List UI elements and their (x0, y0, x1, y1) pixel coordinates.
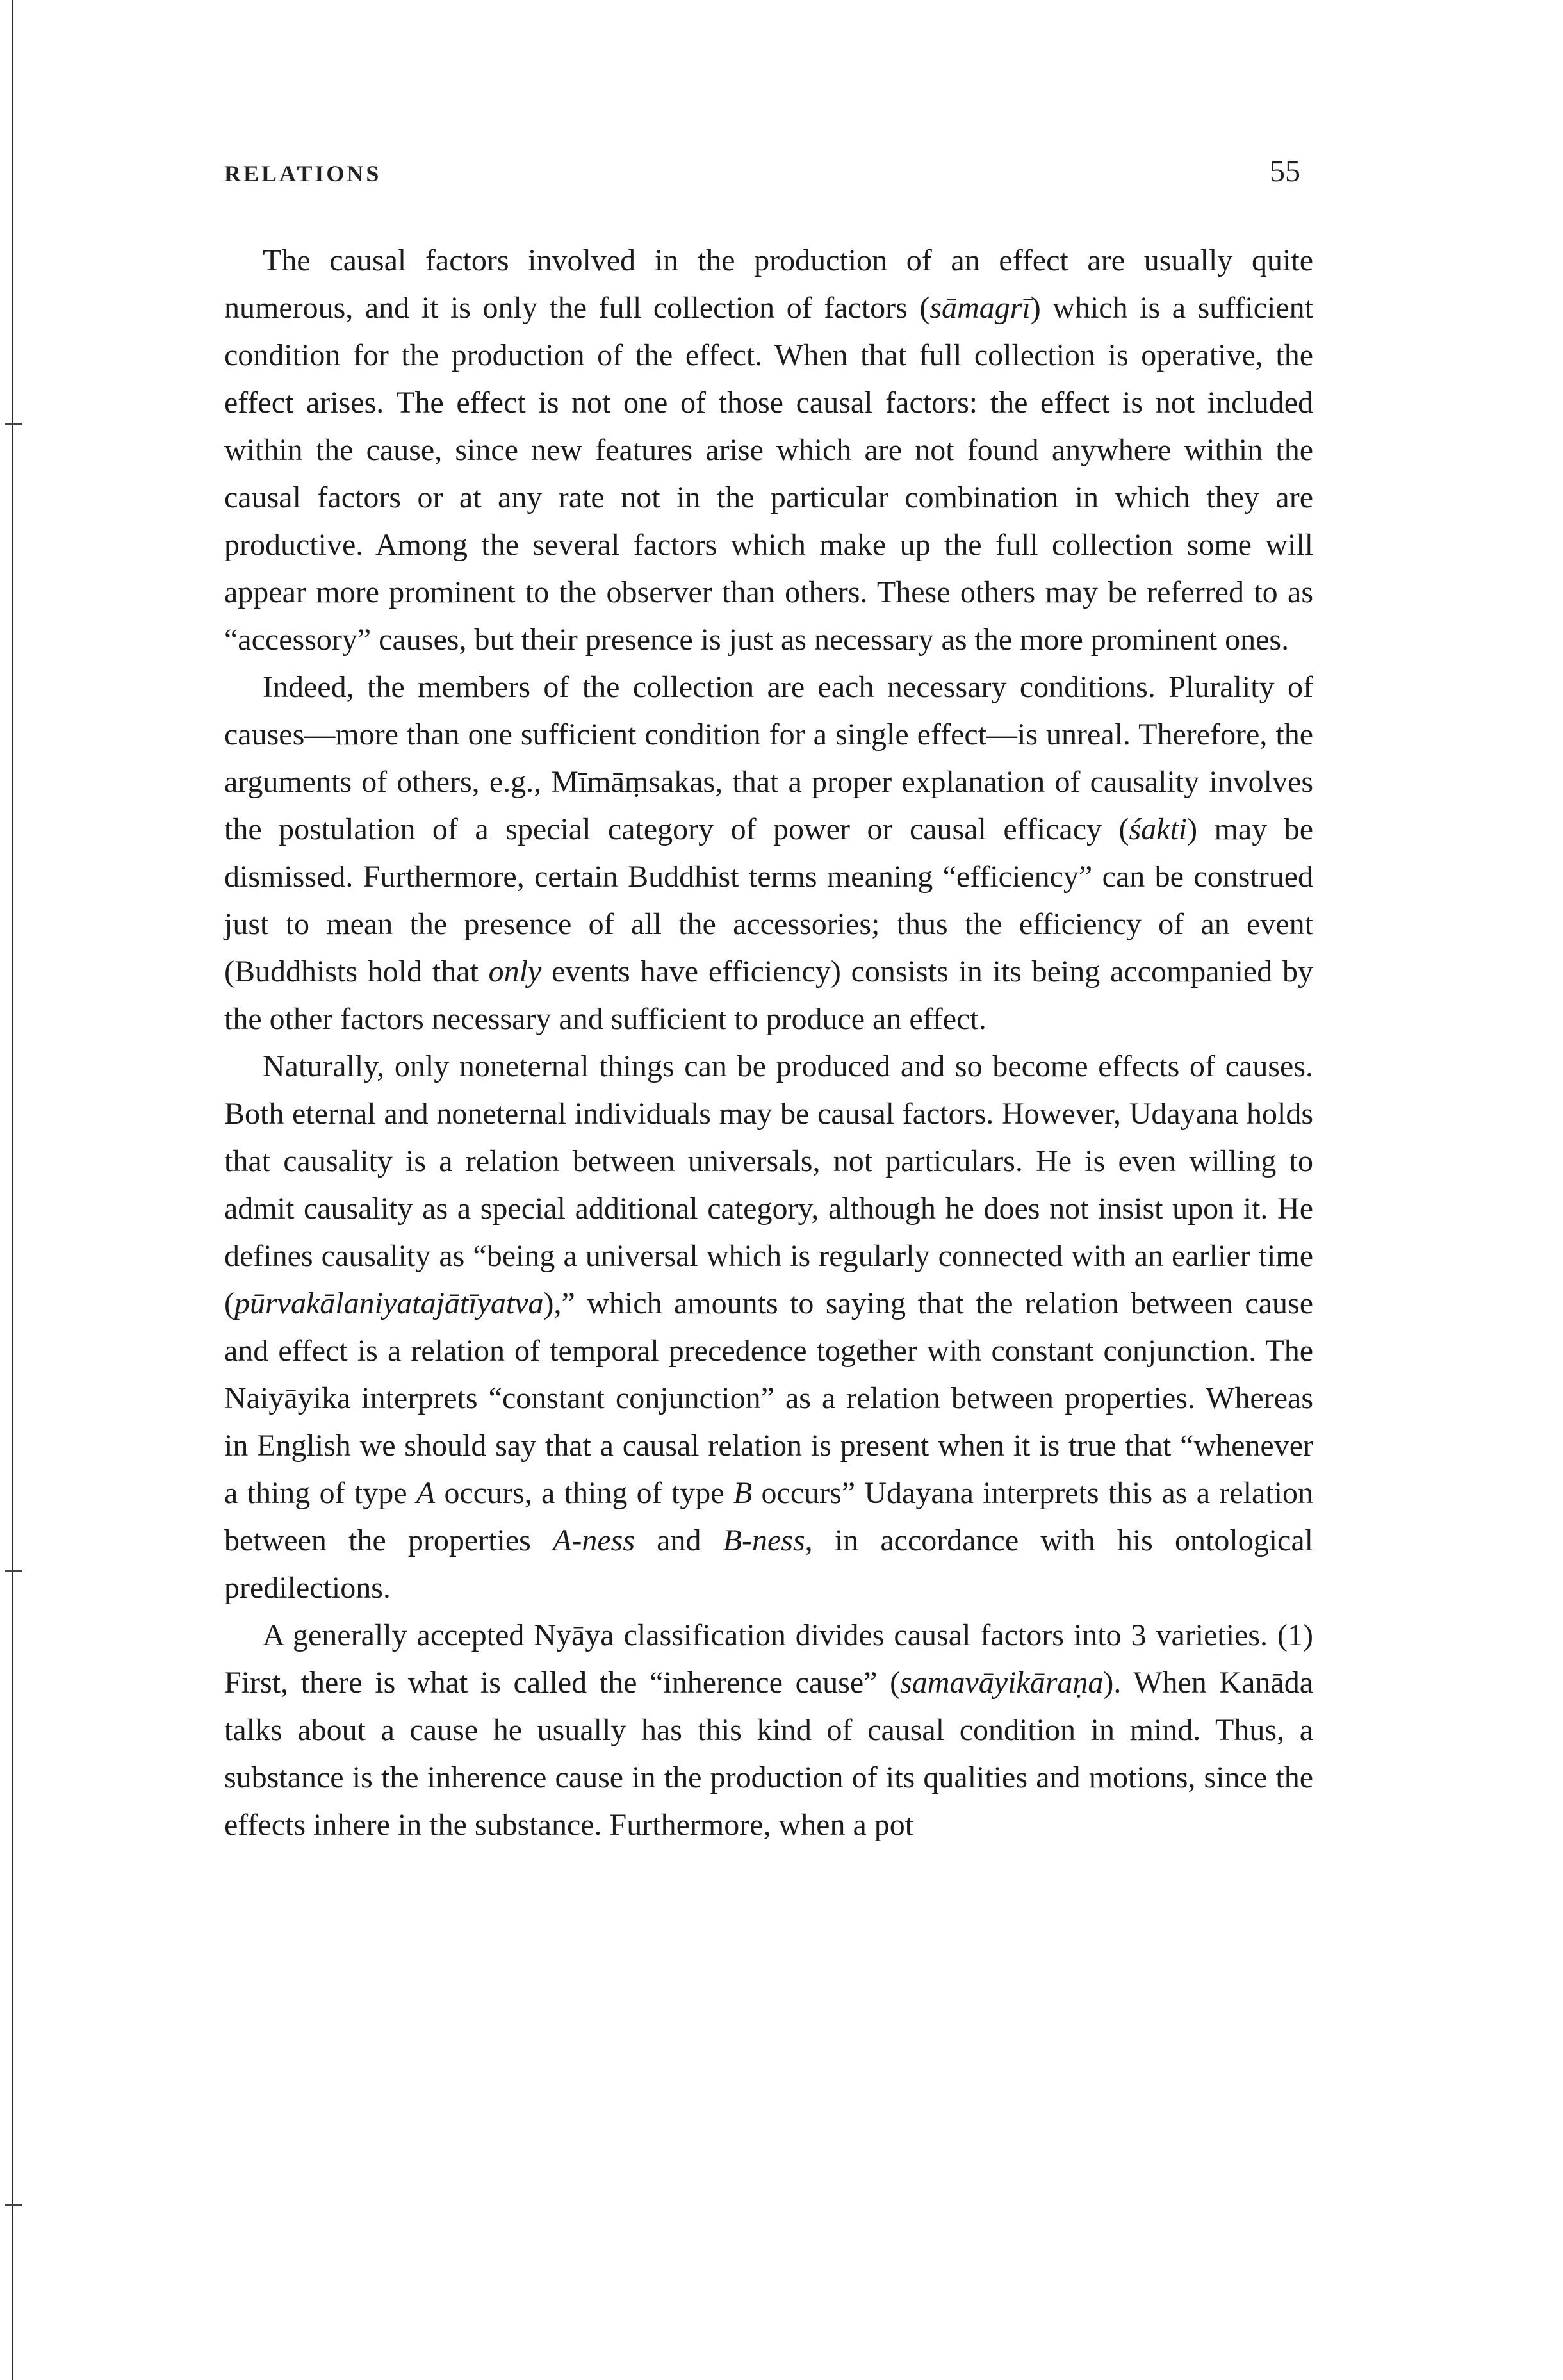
running-title: RELATIONS (224, 161, 382, 186)
italic-term: pūrvakālaniyatajātīyatva (234, 1286, 544, 1320)
text-run: occurs, a thing of type (435, 1476, 733, 1510)
scan-binding-edge (12, 0, 13, 2380)
scan-edge-mark (5, 1570, 22, 1572)
paragraph-3 (224, 1043, 1313, 1612)
running-head (224, 154, 1313, 224)
paragraph-2 (224, 664, 1313, 1043)
italic-term: B (733, 1476, 753, 1510)
italic-term: only (488, 955, 542, 989)
italic-term: sāmagrī (929, 291, 1031, 325)
italic-term: śakti (1129, 812, 1188, 846)
italic-term: samavāyikāraṇa (900, 1666, 1104, 1700)
text-run: The causal factors involved in the production of an effect are usually quite numerous, and it is only the full collection of factors ( (224, 243, 1313, 325)
scan-edge-mark (5, 2204, 22, 2206)
page-number: 55 (1270, 154, 1300, 188)
text-run: Indeed, the members of the collection are each necessary conditions. Plurality of causes—more than one sufficient condition for a single effect—is unreal. Therefore, the arguments of others, e.g., Mīmāṃsakas, that a proper explanation of causality involves the postulation of a special category of power or causal efficacy ( (224, 670, 1313, 846)
text-run: ),” which amounts to saying that the relation between cause and effect is a relation of temporal precedence together with constant conjunction. The Naiyāyika interprets “constant conjunction” as a relation between properties. Whereas in English we should say that a causal relation is present when it is true that “whenever a thing of type (224, 1286, 1313, 1510)
paragraph-4 (224, 1612, 1313, 1849)
text-run: occurs” Udayana interprets this as a relation between the properties (224, 1476, 1314, 1557)
italic-term: A (416, 1476, 436, 1510)
italic-term: A-ness (553, 1523, 635, 1557)
paragraph-1 (224, 237, 1313, 664)
text-run: ). When Kanāda talks about a cause he usually has this kind of causal condition in mind. Thus, a substance is the inherence cause in the production of its qualities and motions, since the effects inhere in the substance. Furthermore, when a pot (224, 1666, 1313, 1842)
text-run: and (635, 1523, 723, 1557)
text-run: ) which is a sufficient condition for the production of the effect. When that full collection is operative, the effect arises. The effect is not one of those causal factors: the effect is not included within the cause, since new features arise which are not found anywhere within the causal factors or at any rate not in the particular combination in which they are productive. Among the several factors which make up the full collection some will appear more prominent to the observer than others. These others may be referred to as “accessory” causes, but their presence is just as necessary as the more prominent ones. (224, 291, 1313, 657)
scan-edge-mark (5, 423, 22, 425)
book-page (224, 154, 1313, 1849)
italic-term: B-ness (723, 1523, 805, 1557)
text-run: A generally accepted Nyāya classification divides causal factors into 3 varieties. (1) First, there is what is called the “inherence cause” ( (224, 1618, 1313, 1700)
text-run: Naturally, only noneternal things can be produced and so become effects of causes. Both eternal and noneternal individuals may be causal factors. However, Udayana holds that causality is a relation between universals, not particulars. He is even willing to admit causality as a special additional category, although he does not insist upon it. He defines causality as “being a universal which is regularly connected with an earlier time ( (224, 1049, 1313, 1320)
text-run: events have efficiency) consists in its being accompanied by the other factors necessary and sufficient to produce an effect. (224, 955, 1314, 1036)
text-run: ) may be dismissed. Furthermore, certain Buddhist terms meaning “efficiency” can be construed just to mean the presence of all the accessories; thus the efficiency of an event (Buddhists hold that (224, 812, 1314, 989)
body-text (224, 237, 1313, 1849)
text-run: , in accordance with his ontological predilections. (224, 1523, 1313, 1605)
